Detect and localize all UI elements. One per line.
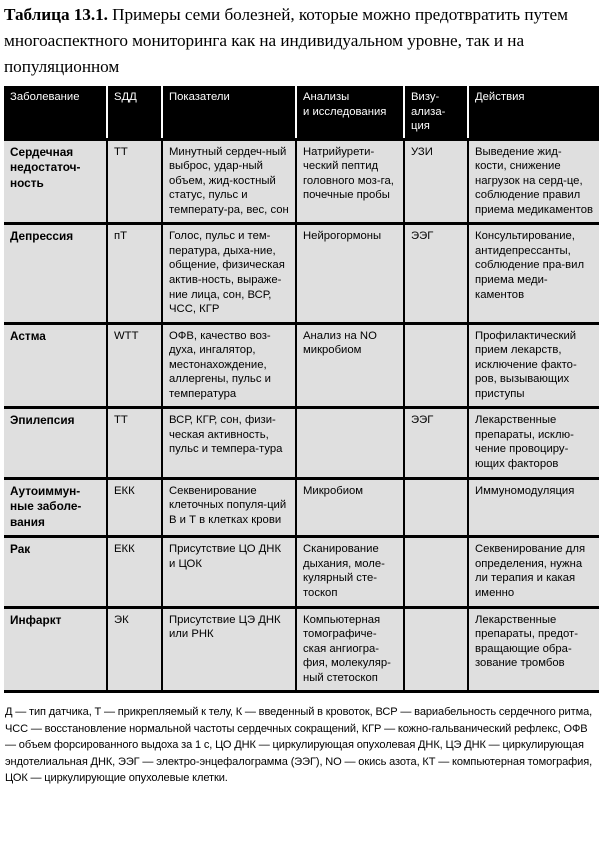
cell-visual (404, 537, 468, 607)
table-footnote: Д — тип датчика, Т — прикрепляемый к телу, К — введенный в кровоток, ВСР — вариабельность сердечного ритма, ЧСС — восстановление нормальной частоты сердечных сокращений, КГР — кожно-гальванический рефлекс, ОФВ — объем форсированного выдоха за 1 с, ЦО ДНК — циркулирующая опухолевая ДНК, ЦЭ ДНК — циркулирующая эндотелиальная ДНК, ЭЭГ — электро-энцефалограмма (ЭЭГ), NO — окись азота, КТ — компьютерная томография, ЦОК — циркулирующие опухолевые клетки. (5, 706, 593, 784)
cell-actions: Секвенирование для определения, нужна ли терапия и какая именно (468, 537, 599, 607)
cell-disease: Сердечная недостаточ-ность (4, 139, 107, 224)
table-container (2, 86, 598, 693)
cell-sdd: пТ (107, 224, 162, 323)
cell-analyses: Нейрогормоны (296, 224, 404, 323)
cell-actions: Лекарственные препараты, предот-вращающие обра-зование тромбов (468, 607, 599, 692)
table-row (4, 537, 599, 607)
cell-indicators: Секвенирование клеточных популя-ций В и Т в клетках крови (162, 478, 296, 537)
cell-sdd: ТТ (107, 139, 162, 224)
column-header-disease: Заболевание (4, 86, 107, 139)
cell-disease: Аутоиммун-ные заболе-вания (4, 478, 107, 537)
table-row (4, 224, 599, 323)
cell-sdd: ЭК (107, 607, 162, 692)
cell-disease: Астма (4, 323, 107, 408)
cell-visual (404, 323, 468, 408)
table-header-row (4, 86, 599, 139)
cell-visual: ЭЭГ (404, 408, 468, 478)
cell-actions: Выведение жид-кости, снижение нагрузок на серд-це, соблюдение правил приема медикаментов (468, 139, 599, 224)
cell-indicators: Голос, пульс и тем-пература, дыха-ние, общение, физическая актив-ность, выраже-ние лица, сон, ВСР, ЧСС, КГР (162, 224, 296, 323)
table-caption (2, 0, 598, 80)
table-row (4, 607, 599, 692)
cell-visual: ЭЭГ (404, 224, 468, 323)
column-header-analyses: Анализы и исследования (296, 86, 404, 139)
cell-sdd: ЕКК (107, 537, 162, 607)
cell-actions: Консультирование, антидепрессанты, соблюдение пра-вил приема меди-каментов (468, 224, 599, 323)
cell-visual: УЗИ (404, 139, 468, 224)
table-head (4, 86, 599, 139)
table-row (4, 478, 599, 537)
cell-visual (404, 607, 468, 692)
cell-disease: Рак (4, 537, 107, 607)
cell-visual (404, 478, 468, 537)
cell-actions: Иммуномодуляция (468, 478, 599, 537)
cell-analyses: Микробиом (296, 478, 404, 537)
cell-analyses: Компьютерная томографиче-ская ангиогра-фия, молекуляр-ный стетоскоп (296, 607, 404, 692)
cell-actions: Профилактический прием лекарств, исключение факто-ров, вызывающих приступы (468, 323, 599, 408)
cell-indicators: Присутствие ЦЭ ДНК или РНК (162, 607, 296, 692)
table-row (4, 139, 599, 224)
cell-indicators: Минутный сердеч-ный выброс, удар-ный объем, жид-костный статус, пульс и температу-ра, вес, сон (162, 139, 296, 224)
caption-text: Примеры семи болезней, которые можно предотвратить путем многоаспектного мониторинга как на индивидуальном уровне, так и на популяционном (4, 5, 568, 76)
column-header-visual: Визу- ализа- ция (404, 86, 468, 139)
diseases-table (4, 86, 599, 693)
table-row (4, 323, 599, 408)
cell-analyses: Натрийурети-ческий пептид головного моз-га, почечные пробы (296, 139, 404, 224)
table-row (4, 408, 599, 478)
column-header-indicators: Показатели (162, 86, 296, 139)
column-header-actions: Действия (468, 86, 599, 139)
cell-analyses: Анализ на NO микробиом (296, 323, 404, 408)
cell-indicators: Присутствие ЦО ДНК и ЦОК (162, 537, 296, 607)
cell-disease: Инфаркт (4, 607, 107, 692)
cell-analyses: Сканирование дыхания, моле-кулярный сте-тоскоп (296, 537, 404, 607)
cell-analyses (296, 408, 404, 478)
caption-label: Таблица 13.1. (4, 5, 108, 24)
cell-disease: Депрессия (4, 224, 107, 323)
column-header-sdd: SДД (107, 86, 162, 139)
table-body (4, 139, 599, 692)
cell-sdd: WTT (107, 323, 162, 408)
cell-sdd: ЕКК (107, 478, 162, 537)
cell-sdd: ТТ (107, 408, 162, 478)
cell-actions: Лекарственные препараты, исклю-чение провоциру-ющих факторов (468, 408, 599, 478)
cell-indicators: ВСР, КГР, сон, физи-ческая активность, пульс и темпера-тура (162, 408, 296, 478)
cell-disease: Эпилепсия (4, 408, 107, 478)
cell-indicators: ОФВ, качество воз-духа, ингалятор, местонахождение, аллергены, пульс и температура (162, 323, 296, 408)
